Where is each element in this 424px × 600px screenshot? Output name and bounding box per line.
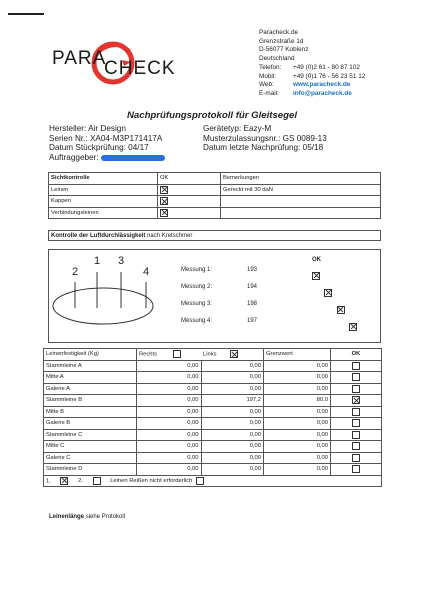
line-label: Galerie A (44, 383, 137, 395)
left-value: 0,00 (201, 406, 264, 418)
info-right (203, 124, 327, 153)
ok-checkbox[interactable] (352, 373, 360, 381)
paracheck-logo (52, 36, 174, 90)
line-label: Mitte B (44, 406, 137, 418)
limit-value: 0,00 (264, 383, 331, 395)
measurement-value: 194 (247, 284, 258, 290)
footer-first-label: 1. (46, 478, 51, 485)
left-value: 0,00 (201, 441, 264, 453)
row-label: Verbindungsleinen (49, 207, 158, 219)
table-row (44, 418, 382, 430)
measurement-label: Messung 2: (181, 284, 213, 290)
measurement-value: 197 (247, 318, 258, 324)
left-value: 0,00 (201, 360, 264, 372)
right-value: 0,00 (137, 452, 202, 464)
right-checkbox[interactable] (173, 350, 181, 358)
table-row (44, 406, 382, 418)
footer-second-checkbox[interactable] (93, 477, 101, 485)
point-label-3: 3 (118, 255, 125, 267)
point-label-2: 2 (72, 266, 79, 278)
left-value: 0,00 (201, 429, 264, 441)
phone-label: Telefon: (259, 63, 282, 71)
table-row (44, 360, 382, 372)
serial-number: Serien Nr.: XA04-M3P171417A (49, 133, 163, 143)
document-title: Nachprüfungsprotokoll für Gleitsegel (126, 110, 298, 121)
client-redaction (101, 155, 165, 161)
mobile-label: Mobil: (259, 72, 277, 80)
limit-value: 0,00 (264, 441, 331, 453)
ok-checkbox[interactable] (352, 454, 360, 462)
company-street: Grenzstraße 1d (259, 37, 304, 45)
line-label: Stammleine D (44, 464, 137, 476)
line-label: Mitte C (44, 441, 137, 453)
left-value: 0,00 (201, 464, 264, 476)
table-row (44, 464, 382, 476)
ok-checkbox[interactable] (352, 465, 360, 473)
point-label-4: 4 (143, 266, 150, 278)
footer-first-checkbox[interactable] (60, 477, 68, 485)
row-label: Leinen (49, 184, 158, 196)
row-label: Kappen (49, 196, 158, 208)
strength-footer-row (44, 475, 382, 487)
logo-text-right: CHECK (104, 58, 176, 79)
right-header: Rechts (139, 351, 158, 358)
measurement-checkbox[interactable] (312, 272, 320, 280)
measurement-checkbox[interactable] (324, 289, 332, 297)
permeability-title (48, 230, 381, 241)
visual-header: Sichtkontrolle (49, 173, 158, 185)
right-value: 0,00 (137, 372, 202, 384)
limit-value: 0,00 (264, 406, 331, 418)
ok-checkbox[interactable] (352, 362, 360, 370)
line-label: Galerie B (44, 418, 137, 430)
left-value: 0,00 (201, 452, 264, 464)
permeability-section (48, 249, 381, 343)
ok-checkbox[interactable] (352, 408, 360, 416)
approval-number: Musterzulassungsnr.: GS 0089-13 (203, 133, 327, 143)
wing-diagram (49, 250, 179, 344)
table-row (49, 196, 381, 208)
ok-checkbox[interactable] (352, 442, 360, 450)
table-header-row (49, 173, 381, 185)
table-row (44, 452, 382, 464)
left-value: 0,00 (201, 383, 264, 395)
measurement-value: 193 (247, 267, 258, 273)
piece-test-date: Datum Stückprüfung: 04/17 (49, 143, 149, 153)
point-label-1: 1 (94, 255, 101, 267)
company-name: Paracheck.de (259, 29, 299, 36)
row-remark (221, 207, 381, 219)
table-row (44, 441, 382, 453)
right-value: 0,00 (137, 406, 202, 418)
limit-header: Grenzwert (264, 349, 331, 361)
company-city: D-56077 Koblenz (259, 46, 309, 54)
checkbox[interactable] (160, 197, 168, 205)
line-length-note (49, 514, 125, 520)
right-value: 0,00 (137, 418, 202, 430)
right-value: 0,00 (137, 383, 202, 395)
table-row (49, 207, 381, 219)
line-label: Stammleine A (44, 360, 137, 372)
info-left (49, 124, 165, 162)
strength-header: Leinenfestigkeit (Kg) (44, 349, 137, 361)
ok-checkbox[interactable] (352, 396, 360, 404)
measurement-checkbox[interactable] (349, 323, 357, 331)
tear-checkbox[interactable] (196, 477, 204, 485)
row-remark (221, 196, 381, 208)
limit-value: 80,0 (264, 395, 331, 407)
line-label: Mitte A (44, 372, 137, 384)
tear-label: Leinen Reißen nicht erforderlich (110, 478, 193, 485)
web-label: Web: (259, 81, 274, 89)
table-row (44, 395, 382, 407)
limit-value: 0,00 (264, 372, 331, 384)
web-link[interactable]: www.paracheck.de (293, 81, 351, 89)
email-link[interactable]: info@paracheck.de (293, 89, 352, 97)
right-value: 0,00 (137, 464, 202, 476)
right-value: 0,00 (137, 441, 202, 453)
limit-value: 0,00 (264, 464, 331, 476)
visual-ok-header: OK (158, 173, 221, 185)
corner-mark (8, 13, 44, 15)
device-type: Gerätetyp: Eazy-M (203, 124, 272, 133)
checkbox[interactable] (160, 209, 168, 217)
table-row (44, 383, 382, 395)
right-value: 0,00 (137, 360, 202, 372)
measurement-label: Messung 3: (181, 301, 213, 307)
ok-checkbox[interactable] (352, 385, 360, 393)
measurement-label: Messung 1: (181, 267, 213, 273)
line-length-bold: Leinenlänge (49, 514, 85, 520)
line-strength-table (43, 348, 382, 487)
company-country: Deutschland (259, 55, 295, 63)
line-label: Galerie C (44, 452, 137, 464)
right-value: 0,00 (137, 395, 202, 407)
measurement-label: Messung 4: (181, 318, 213, 324)
limit-value: 0,00 (264, 452, 331, 464)
ok-header: OK (331, 349, 382, 361)
permeability-title-rest: nach Kretschmer (147, 233, 193, 239)
ok-checkbox[interactable] (352, 419, 360, 427)
line-label: Stammleine C (44, 429, 137, 441)
ok-checkbox[interactable] (352, 431, 360, 439)
remarks-header: Bemerkungen (221, 173, 381, 185)
row-remark: Gereckt mit 30 daN (221, 184, 381, 196)
left-value: 0,00 (201, 372, 264, 384)
phone-value: +49 (0)2 61 - 80 87 102 (293, 63, 360, 71)
mobile-value: +49 (0)1 76 - 56 23 51 12 (293, 72, 366, 80)
company-address (259, 29, 365, 99)
email-label: E-mail: (259, 89, 279, 97)
permeability-title-bold: Kontrolle der Luftdurchlässigkeit (51, 233, 146, 239)
left-value: 0,00 (201, 418, 264, 430)
table-row (44, 429, 382, 441)
left-checkbox[interactable] (230, 350, 238, 358)
table-row (44, 372, 382, 384)
table-row (49, 184, 381, 196)
limit-value: 0,00 (264, 360, 331, 372)
measure-ok-header: OK (312, 257, 321, 263)
checkbox[interactable] (160, 186, 168, 194)
footer-second-label: 2. (78, 478, 83, 485)
measurement-value: 198 (247, 301, 258, 307)
client-label: Auftraggeber: (49, 152, 99, 162)
left-value: 197,2 (201, 395, 264, 407)
right-value: 0,00 (137, 429, 202, 441)
last-check-date: Datum letzte Nachprüfung: 05/18 (203, 143, 324, 153)
line-label: Stammleine B (44, 395, 137, 407)
limit-value: 0,00 (264, 418, 331, 430)
manufacturer: Hersteller: Air Design (49, 124, 126, 133)
measurement-checkbox[interactable] (337, 306, 345, 314)
line-length-rest: siehe Protokoll (85, 514, 126, 520)
limit-value: 0,00 (264, 429, 331, 441)
visual-inspection-table (48, 172, 381, 219)
left-header: Links (203, 351, 217, 358)
logo-text-left: PARA (52, 48, 107, 69)
table-header-row (44, 349, 382, 361)
